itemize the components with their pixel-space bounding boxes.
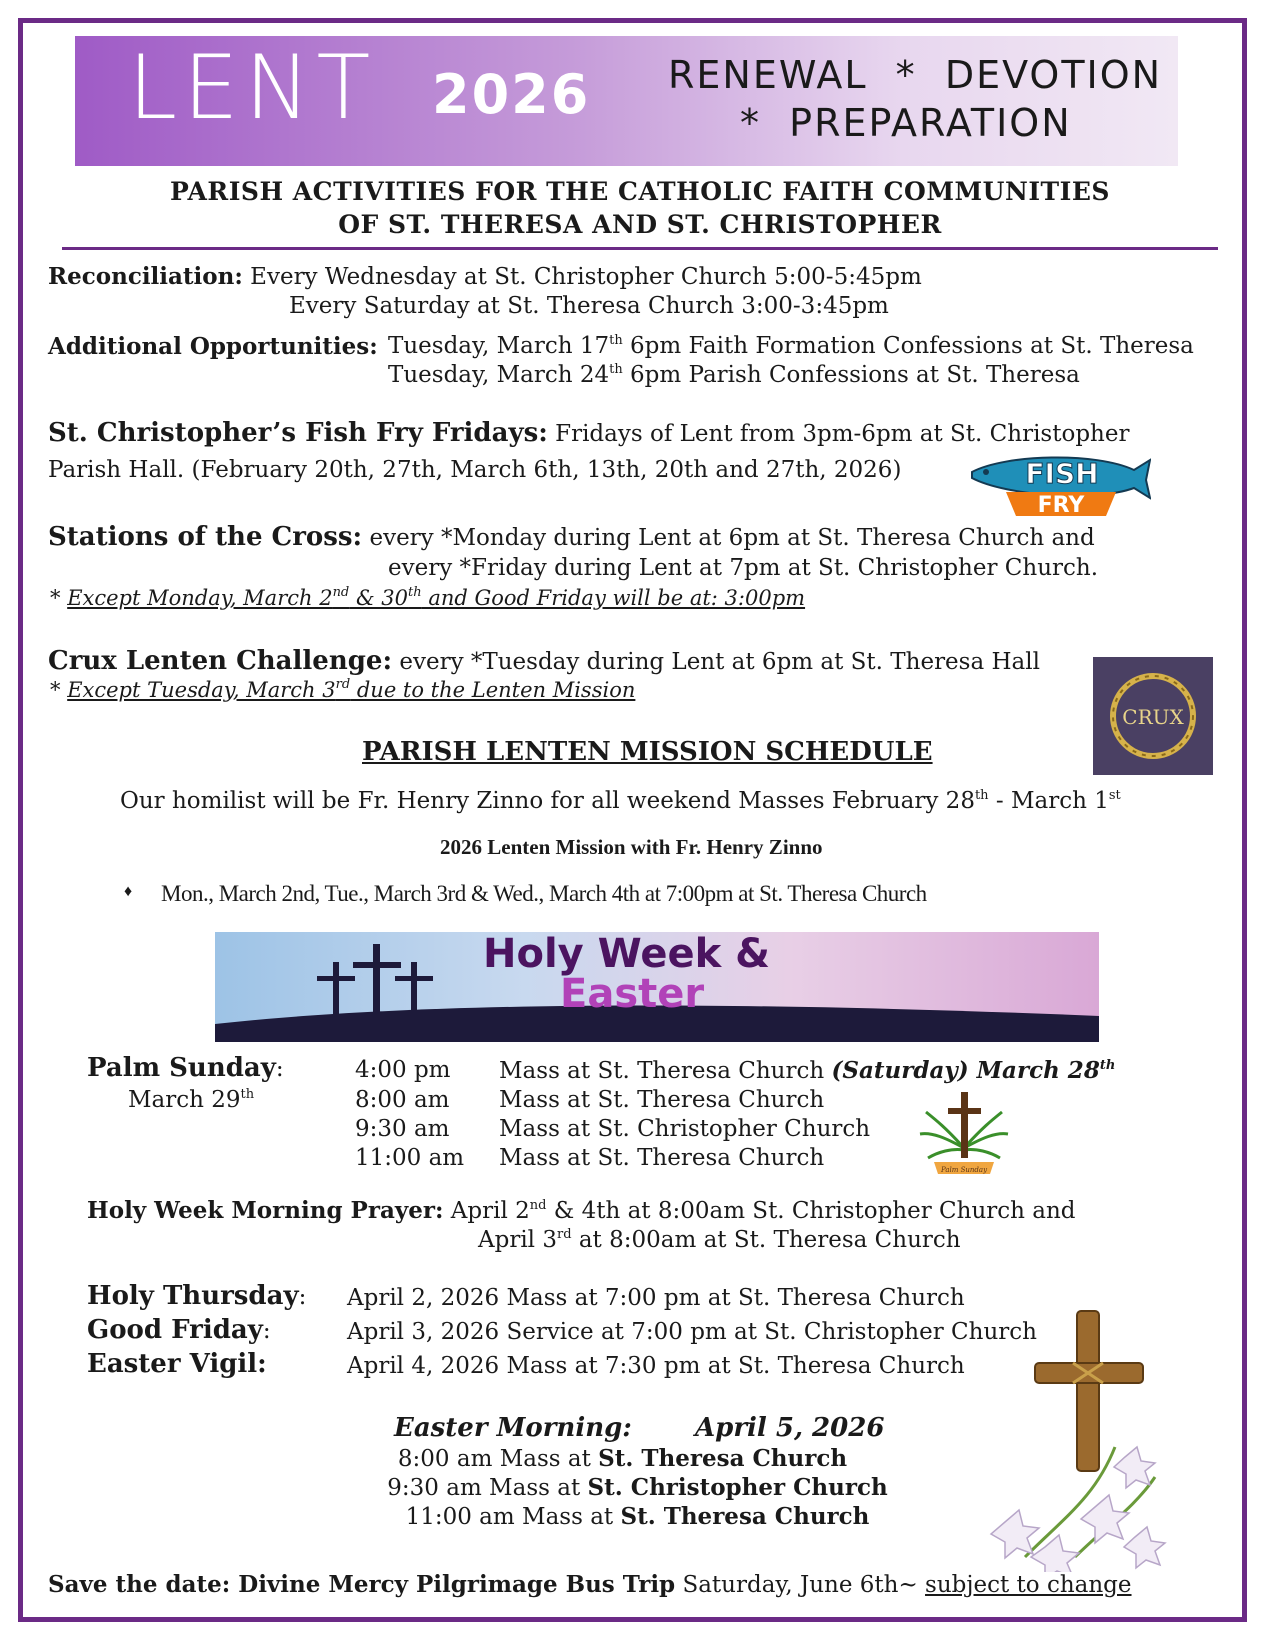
- page-heading-line2: OF ST. THERESA AND ST. CHRISTOPHER: [338, 210, 942, 239]
- easter-mass-3: 11:00 am Mass at St. Theresa Church: [405, 1503, 870, 1530]
- tagline-line2: * PREPARATION: [740, 101, 1072, 145]
- fish-fry-line1: St. Christopher’s Fish Fry Fridays: Fridays of Lent from 3pm-6pm at St. Christopher: [48, 418, 1130, 448]
- additional-line1: Tuesday, March 17th 6pm Faith Formation Confessions at St. Theresa: [388, 333, 1194, 359]
- reconciliation-label: Reconciliation:: [48, 263, 243, 290]
- holy-thursday-label: Holy Thursday:: [87, 1281, 307, 1311]
- palm-desc-2: Mass at St. Theresa Church: [499, 1087, 825, 1113]
- svg-text:Palm Sunday: Palm Sunday: [940, 1166, 988, 1174]
- subject-to-change-note: subject to change: [925, 1572, 1132, 1598]
- palm-time-3: 9:30 am: [355, 1116, 450, 1142]
- crux-label: Crux Lenten Challenge:: [48, 646, 393, 676]
- morning-prayer-label: Holy Week Morning Prayer:: [87, 1197, 444, 1224]
- banner-title-line2: Easter: [560, 971, 705, 1017]
- easter-mass-2: 9:30 am Mass at St. Christopher Church: [387, 1474, 888, 1501]
- fish-icon: [966, 450, 1151, 520]
- morning-prayer-line2: April 3rd at 8:00am at St. Theresa Church: [478, 1227, 961, 1253]
- cross-lilies-icon: [985, 1307, 1190, 1572]
- additional-line2: Tuesday, March 24th 6pm Parish Confessions at St. Theresa: [388, 362, 1080, 388]
- easter-vigil-desc: April 4, 2026 Mass at 7:30 pm at St. Theresa Church: [347, 1353, 965, 1379]
- palm-desc-1: Mass at St. Theresa Church (Saturday) March 28th: [499, 1057, 1116, 1084]
- crux-logo: [1093, 657, 1213, 775]
- reconciliation-wednesday: Every Wednesday at St. Christopher Church 5:00-5:45pm: [250, 264, 922, 290]
- reconciliation-saturday: Every Saturday at St. Theresa Church 3:00-3:45pm: [289, 293, 889, 319]
- crux-line1: Crux Lenten Challenge: every *Tuesday during Lent at 6pm at St. Theresa Hall: [48, 646, 1040, 676]
- easter-morning-date: April 5, 2026: [695, 1413, 885, 1443]
- fish-fry-label: St. Christopher’s Fish Fry Fridays:: [48, 418, 548, 448]
- stations-line1: Stations of the Cross: every *Monday during Lent at 6pm at St. Theresa Church and: [48, 522, 1095, 552]
- additional-label: Additional Opportunities:: [48, 333, 378, 360]
- mission-homilist: Our homilist will be Fr. Henry Zinno for all weekend Masses February 28th - March 1st: [120, 788, 1121, 814]
- palm-sunday-label: Palm Sunday: [87, 1053, 276, 1083]
- morning-prayer-line1: Holy Week Morning Prayer: April 2nd & 4th at 8:00am St. Christopher Church and: [87, 1197, 1076, 1224]
- holy-week-banner: [215, 932, 1099, 1042]
- stations-note: * Except Monday, March 2nd & 30th and Good Friday will be at: 3:00pm: [50, 585, 806, 610]
- tagline-line1: RENEWAL * DEVOTION: [668, 53, 1163, 97]
- palm-sunday-label-row: Palm Sunday:: [87, 1053, 284, 1083]
- mission-heading: PARISH LENTEN MISSION SCHEDULE: [362, 737, 933, 767]
- easter-vigil-label: Easter Vigil:: [87, 1349, 267, 1379]
- easter-morning-label: Easter Morning:: [394, 1413, 632, 1443]
- svg-text:FRY: FRY: [1037, 493, 1085, 518]
- palm-time-1: 4:00 pm: [355, 1057, 451, 1083]
- palm-sunday-image: [916, 1088, 1012, 1184]
- good-friday-desc: April 3, 2026 Service at 7:00 pm at St. Christopher Church: [347, 1319, 1037, 1345]
- save-the-date: Save the date: Divine Mercy Pilgrimage Bus Trip Saturday, June 6th~ subject to change: [48, 1571, 1132, 1598]
- palm-cross-icon: [916, 1088, 1012, 1184]
- lent-title: LENT: [128, 36, 377, 139]
- holy-thursday-desc: April 2, 2026 Mass at 7:00 pm at St. Theresa Church: [347, 1285, 965, 1311]
- svg-text:CRUX: CRUX: [1122, 705, 1184, 729]
- easter-mass-1: 8:00 am Mass at St. Theresa Church: [397, 1445, 848, 1472]
- page-heading-line1: PARISH ACTIVITIES FOR THE CATHOLIC FAITH COMMUNITIES: [170, 177, 1110, 206]
- palm-desc-4: Mass at St. Theresa Church: [499, 1145, 825, 1171]
- palm-desc-3: Mass at St. Christopher Church: [499, 1116, 871, 1142]
- bullet-icon: ♦: [124, 883, 133, 900]
- good-friday-label: Good Friday:: [87, 1315, 271, 1345]
- palm-time-2: 8:00 am: [355, 1087, 450, 1113]
- crown-of-thorns-icon: [1093, 657, 1213, 775]
- lent-year: 2026: [432, 63, 591, 126]
- palm-time-4: 11:00 am: [355, 1145, 465, 1171]
- fish-fry-logo: [966, 450, 1151, 520]
- banner-title-line1: Holy Week &: [483, 932, 771, 977]
- stations-line2: every *Friday during Lent at 7pm at St. Christopher Church.: [388, 555, 1099, 581]
- fish-fry-line2: Parish Hall. (February 20th, 27th, March 6th, 13th, 20th and 27th, 2026): [48, 457, 902, 483]
- mission-subheading: 2026 Lenten Mission with Fr. Henry Zinno: [440, 835, 823, 859]
- palm-sunday-date: March 29th: [128, 1087, 255, 1113]
- stations-label: Stations of the Cross:: [48, 522, 363, 552]
- crux-note: * Except Tuesday, March 3rd due to the Lenten Mission: [50, 677, 636, 702]
- svg-text:FISH: FISH: [1025, 457, 1099, 490]
- divider: [62, 247, 1218, 250]
- reconciliation-line1: [48, 265, 922, 289]
- mission-dates: Mon., March 2nd, Tue., March 3rd & Wed., March 4th at 7:00pm at St. Theresa Church: [161, 881, 927, 906]
- easter-cross-image: [985, 1307, 1190, 1572]
